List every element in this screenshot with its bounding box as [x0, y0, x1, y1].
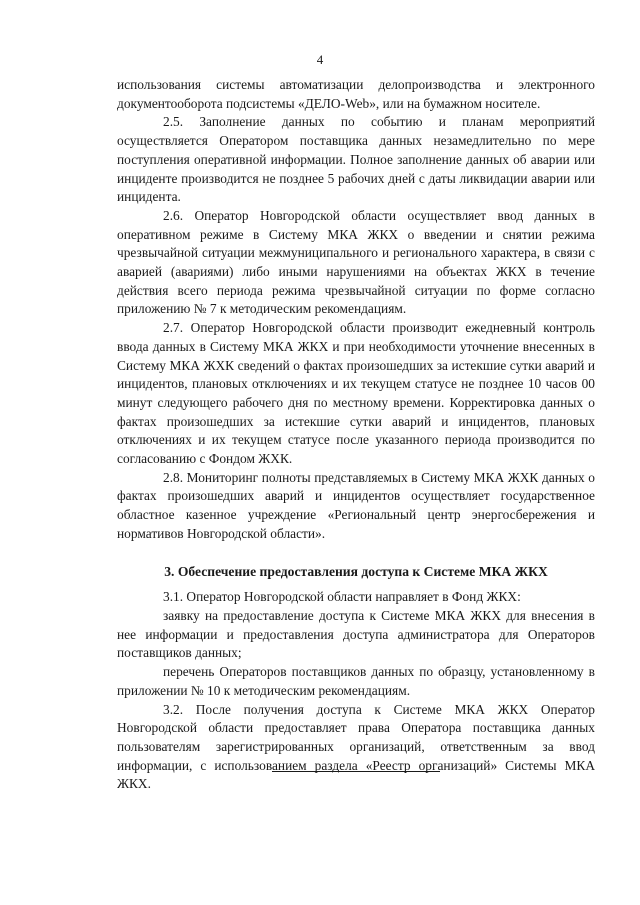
paragraph-continuation: использования системы автоматизации делопроизводства и электронного документооборота подсистемы «ДЕЛО-Web», или на бумажном носителе.	[117, 77, 595, 111]
paragraph-request: заявку на предоставление доступа к Системе МКА ЖКХ для внесения в нее информации и предоставления доступа администратора для Операторов поставщиков данных;	[117, 607, 595, 661]
paragraph-list: перечень Операторов поставщиков данных по образцу, установленному в приложении № 10 к методическим рекомендациям.	[117, 664, 595, 698]
document-body	[117, 76, 595, 794]
paragraph-2-7: 2.7. Оператор Новгородской области производит ежедневный контроль ввода данных в Систему МКА ЖКХ и при необходимости уточнение внесенных в Систему МКА ЖХК сведений о фактах произошедших за истекшие сутки аварий и инцидентов, плановых отключениях и их текущем статусе не позднее 10 часов 00 минут следующего рабочего дня по местному времени. Корректировка данных о фактах произошедших за истекшие сутки аварий и инцидентов, плановых отключениях и их текущем статусе после указанного периода производится по согласованию с Фондом ЖХК.	[117, 320, 595, 467]
page-number: 4	[316, 52, 324, 67]
paragraph-2-6: 2.6. Оператор Новгородской области осуществляет ввод данных в оперативном режиме в Систему МКА ЖКХ о введении и снятии режима чрезвычайной ситуации межмуниципального и регионального характера, в связи с аварией (авариями) либо иными нарушениями на объектах ЖКХ в течение действия всего периода режима чрезвычайной ситуации по форме согласно приложению № 7 к методическим рекомендациям.	[117, 207, 595, 317]
paragraph-2-8: 2.8. Мониторинг полноты представляемых в Систему МКА ЖХК данных о фактах произошедших аварий и инцидентов осуществляет государственное областное казенное учреждение «Региональный центр энергосбережения и нормативов Новгородской области».	[117, 469, 595, 541]
section-spacer	[117, 544, 595, 563]
paragraph-2-5: 2.5. Заполнение данных по событию и планам мероприятий осуществляется Оператором поставщика данных незамедлительно по мере поступления оперативной информации. Полное заполнение данных об аварии или инциденте производится не позднее 5 рабочих дней с даты ликвидации аварии или инцидента.	[117, 114, 595, 205]
section-heading: 3. Обеспечение предоставления доступа к Системе МКА ЖКХ	[164, 563, 548, 579]
paragraph-3-1: 3.1. Оператор Новгородской области направляет в Фонд ЖКХ:	[163, 589, 521, 605]
paragraph-3-2: 3.2. После получения доступа к Системе МКА ЖКХ Оператор Новгородской области предоставляет права Оператора поставщика данных пользователям зарегистрированных организаций, ответственным за ввод информации, с использованием раздела «Реестр организаций» Системы МКА ЖКХ.	[117, 701, 595, 792]
end-rule	[272, 771, 440, 772]
heading-spacer	[117, 581, 595, 588]
